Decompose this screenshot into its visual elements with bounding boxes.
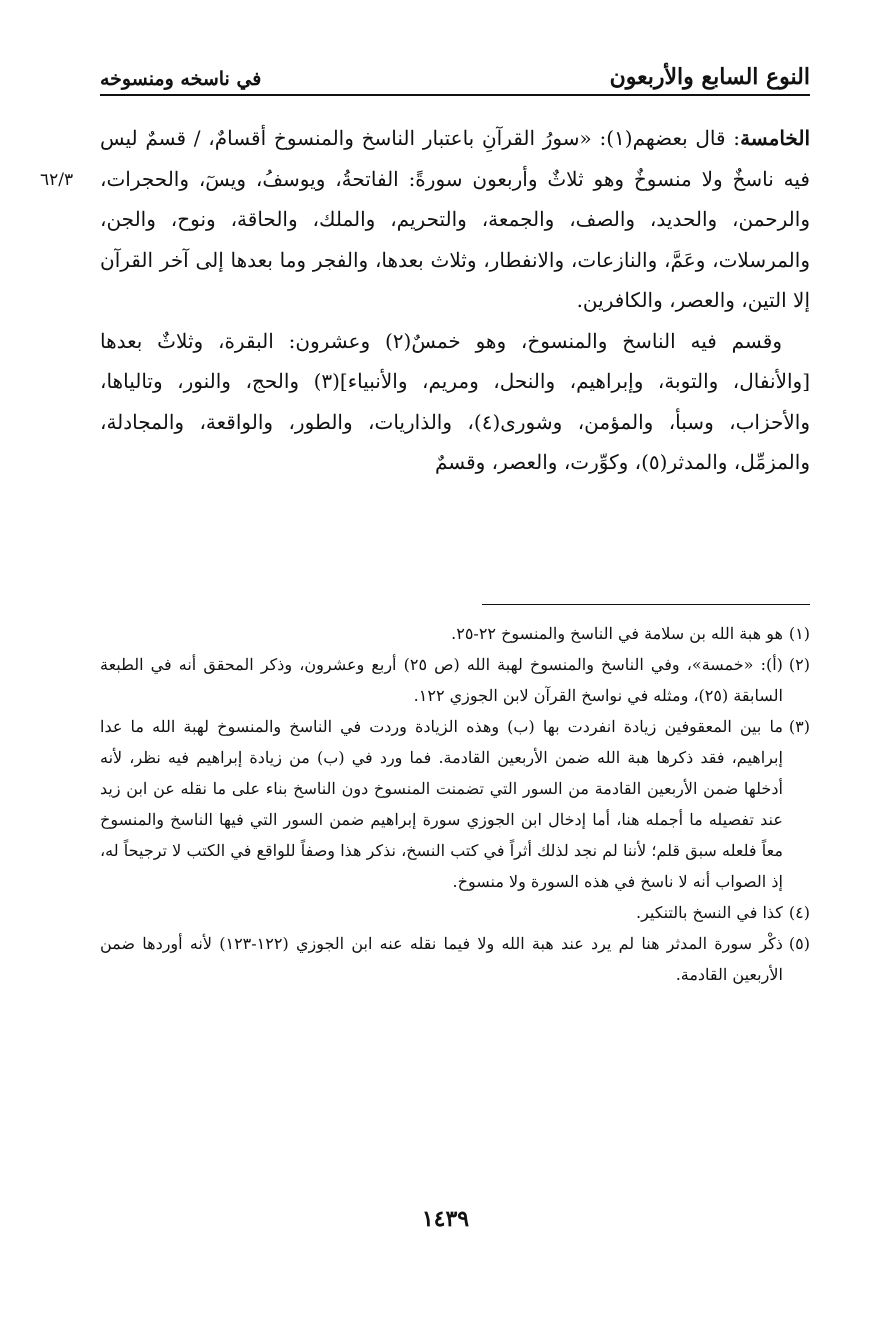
running-header: [100, 50, 810, 90]
footnote-number: (٤): [788, 903, 810, 922]
page-number: ١٤٣٩: [421, 1206, 470, 1232]
footnote-divider: [482, 604, 810, 605]
footnote-text: (أ): «خمسة»، وفي الناسخ والمنسوخ لهبة الله (ص ٢٥) أربع وعشرون، وذكر المحقق أنه في الطبعة السابقة (٢٥)، ومثله في نواسخ القرآن لابن الجوزي ١٢٢.: [100, 655, 783, 705]
paragraph-fifth: [100, 118, 810, 321]
footnote-number: (٥): [788, 934, 810, 953]
footnote-text: كذا في النسخ بالتنكير.: [636, 903, 783, 922]
footnote-5: [100, 928, 810, 990]
footnote-1: [100, 618, 810, 649]
footnotes: [100, 618, 810, 990]
footnote-number: (٣): [788, 717, 810, 736]
footnote-text: ذكْر سورة المدثر هنا لم يرد عند هبة الله ولا فيما نقله عنه ابن الجوزي (١٢٢-١٢٣) لأنه أوردها ضمن الأربعين القادمة.: [100, 934, 783, 984]
margin-volume-page-ref: ٦٢/٣: [40, 170, 74, 190]
footnote-text: هو هبة الله بن سلامة في الناسخ والمنسوخ ٢٢-٢٥.: [451, 624, 783, 643]
footnote-2: [100, 649, 810, 711]
paragraph-second-section: وقسم فيه الناسخ والمنسوخ، وهو خمسٌ(٢) وعشرون: البقرة، وثلاثٌ بعدها [والأنفال، والتوبة، وإبراهيم، والنحل، ومريم، والأنبياء](٣) والحج، والنور، وتالياها، والأحزاب، وسبأ، والمؤمن، وشورى(٤)، والذاريات، والطور، والواقعة، والمجادلة، والمزمِّل، والمدثر(٥)، وكوِّرت، والعصر، وقسمٌ: [100, 328, 811, 474]
section-title: في ناسخه ومنسوخه: [100, 68, 262, 90]
paragraph-lead-word: الخامسة: [740, 126, 810, 150]
footnote-4: [100, 897, 810, 928]
footnote-text: ما بين المعقوفين زيادة انفردت بها (ب) وهذه الزيادة وردت في الناسخ والمنسوخ لهبة الله ما عدا إبراهيم، فقد ذكرها هبة الله ضمن الأربعين القادمة. فما ورد في (ب) من زيادة إبراهيم فيه نظر، لأنه أدخلها ضمن الأربعين القادمة من السور التي تضمنت المنسوخ دون الناسخ بناء على ما نقله عن ابن زيد عند تفصيله ما أجمله هنا، أما إدخال ابن الجوزي سورة إبراهيم ضمن السور التي فيها الناسخ والمنسوخ معاً فلعله سبق قلم؛ لأننا لم نجد لذلك أثراً في كتب النسخ، نذكر هذا وصفاً للواقع في الكتب لا ترجيحاً له، إذ الصواب أنه لا ناسخ في هذه السورة ولا منسوخ.: [100, 717, 783, 891]
footnote-number: (١): [788, 624, 810, 643]
main-text: [100, 118, 810, 483]
chapter-title: النوع السابع والأربعون: [609, 64, 810, 90]
paragraph-body: : قال بعضهم(١): «سورُ القرآنِ باعتبار الناسخ والمنسوخ أقسامٌ، / قسمٌ ليس فيه ناسخٌ ولا منسوخٌ وهو ثلاثٌ وأربعون سورةً: الفاتحةُ، ويوسفُ، ويسٓ، والحجرات، والرحمن، والحديد، والصف، والجمعة، والتحريم، والملك، والحاقة، ونوح، والجن، والمرسلات، وعَمَّ، والنازعات، والانفطار، وثلاث بعدها، والفجر وما بعدها إلى آخر القرآن إلا التين، والعصر، والكافرين.: [100, 126, 810, 312]
footnote-number: (٢): [788, 655, 810, 674]
footnote-3: [100, 711, 810, 897]
header-divider: [100, 94, 810, 96]
